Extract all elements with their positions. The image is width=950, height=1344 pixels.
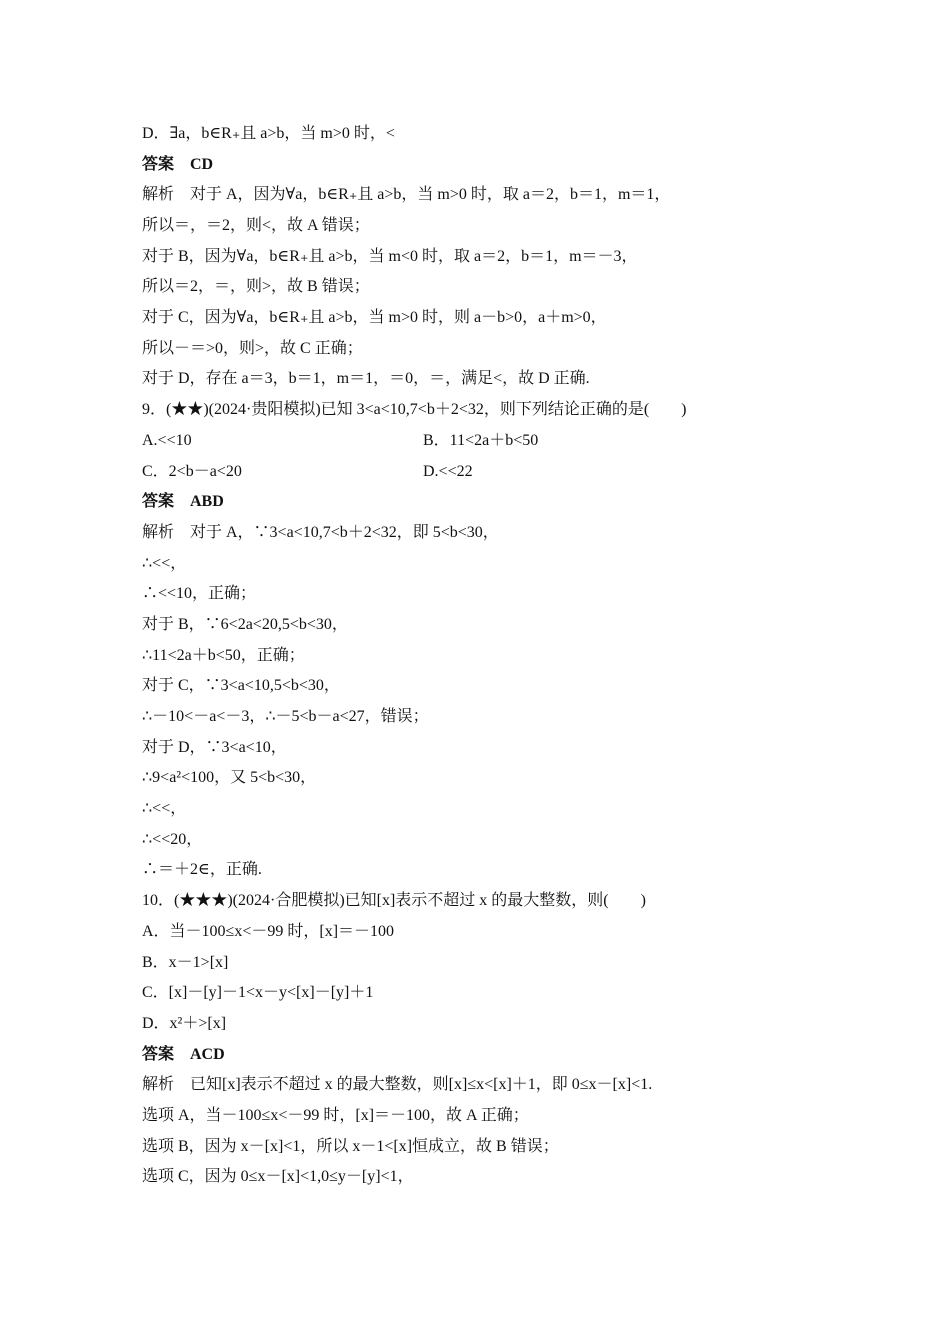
- answer-q10: 答案 ACD: [142, 1046, 225, 1063]
- question-9-stem: 9．(★★)(2024·贵阳模拟)已知 3<a<10,7<b＋2<32，则下列结论正确的是( ): [142, 401, 687, 418]
- analysis-q10-line2: 选项 A，当－100≤x<－99 时，[x]＝－100，故 A 正确；: [142, 1107, 529, 1124]
- q9-option-c: C．2<b－a<20: [142, 463, 242, 480]
- q10-option-a: A．当－100≤x<－99 时，[x]＝－100: [142, 923, 395, 940]
- analysis-q8-line1: 解析 对于 A，因为∀a，b∈R₊且 a>b，当 m>0 时，取 a＝2，b＝1，m＝1，: [142, 186, 671, 203]
- q9-option-d: D.<<22: [423, 463, 473, 480]
- analysis-q8-line5: 对于 C，因为∀a，b∈R₊且 a>b，当 m>0 时，则 a－b>0，a＋m>0，: [142, 309, 607, 326]
- analysis-q9-line11: ∴<<20，: [142, 831, 203, 848]
- analysis-q9-line9: ∴9<a²<100，又 5<b<30，: [142, 769, 317, 786]
- analysis-q9-line1: 解析 对于 A，∵3<a<10,7<b＋2<32，即 5<b<30，: [142, 524, 499, 541]
- analysis-q9-line6: 对于 C，∵3<a<10,5<b<30，: [142, 677, 340, 694]
- answer-q8: 答案 CD: [142, 156, 214, 173]
- analysis-q9-line4: 对于 B，∵6<2a<20,5<b<30，: [142, 616, 348, 633]
- analysis-q8-line6: 所以－＝>0，则>，故 C 正确；: [142, 340, 363, 357]
- analysis-q9-line10: ∴<<，: [142, 800, 187, 817]
- analysis-q9-line5: ∴11<2a＋b<50，正确；: [142, 647, 305, 664]
- analysis-q9-line8: 对于 D，∵3<a<10，: [142, 739, 287, 756]
- analysis-q8-line4: 所以＝2，＝，则>，故 B 错误；: [142, 278, 370, 295]
- q10-option-d: D．x²＋>[x]: [142, 1015, 227, 1032]
- analysis-q9-line3: ∴<<10，正确；: [142, 585, 257, 602]
- analysis-q10-line3: 选项 B，因为 x－[x]<1，所以 x－1<[x]恒成立，故 B 错误；: [142, 1138, 559, 1155]
- analysis-q8-line2: 所以＝，＝2，则<，故 A 错误；: [142, 217, 370, 234]
- q9-option-a: A.<<10: [142, 432, 192, 449]
- q10-option-c: C．[x]－[y]－1<x－y<[x]－[y]＋1: [142, 984, 374, 1001]
- q9-option-b: B．11<2a＋b<50: [423, 432, 539, 449]
- analysis-q8-line7: 对于 D，存在 a＝3，b＝1，m＝1，＝0，＝，满足<，故 D 正确.: [142, 370, 590, 387]
- question-10-stem: 10．(★★★)(2024·合肥模拟)已知[x]表示不超过 x 的最大整数，则( ): [142, 892, 646, 909]
- analysis-q9-line2: ∴<<，: [142, 555, 187, 572]
- analysis-q9-line12: ∴＝＋2∈，正确.: [142, 861, 262, 878]
- q10-option-b: B．x－1>[x]: [142, 954, 229, 971]
- analysis-q9-line7: ∴－10<－a<－3，∴－5<b－a<27，错误；: [142, 708, 429, 725]
- analysis-q8-line3: 对于 B，因为∀a，b∈R₊且 a>b，当 m<0 时，取 a＝2，b＝1，m＝－3，: [142, 248, 638, 265]
- q8-option-d: D．∃a，b∈R₊且 a>b，当 m>0 时，<: [142, 125, 395, 142]
- answer-q9: 答案 ABD: [142, 493, 224, 510]
- analysis-q10-line1: 解析 已知[x]表示不超过 x 的最大整数，则[x]≤x<[x]＋1，即 0≤x－[x]<1.: [142, 1076, 653, 1093]
- analysis-q10-line4: 选项 C，因为 0≤x－[x]<1,0≤y－[y]<1，: [142, 1168, 414, 1185]
